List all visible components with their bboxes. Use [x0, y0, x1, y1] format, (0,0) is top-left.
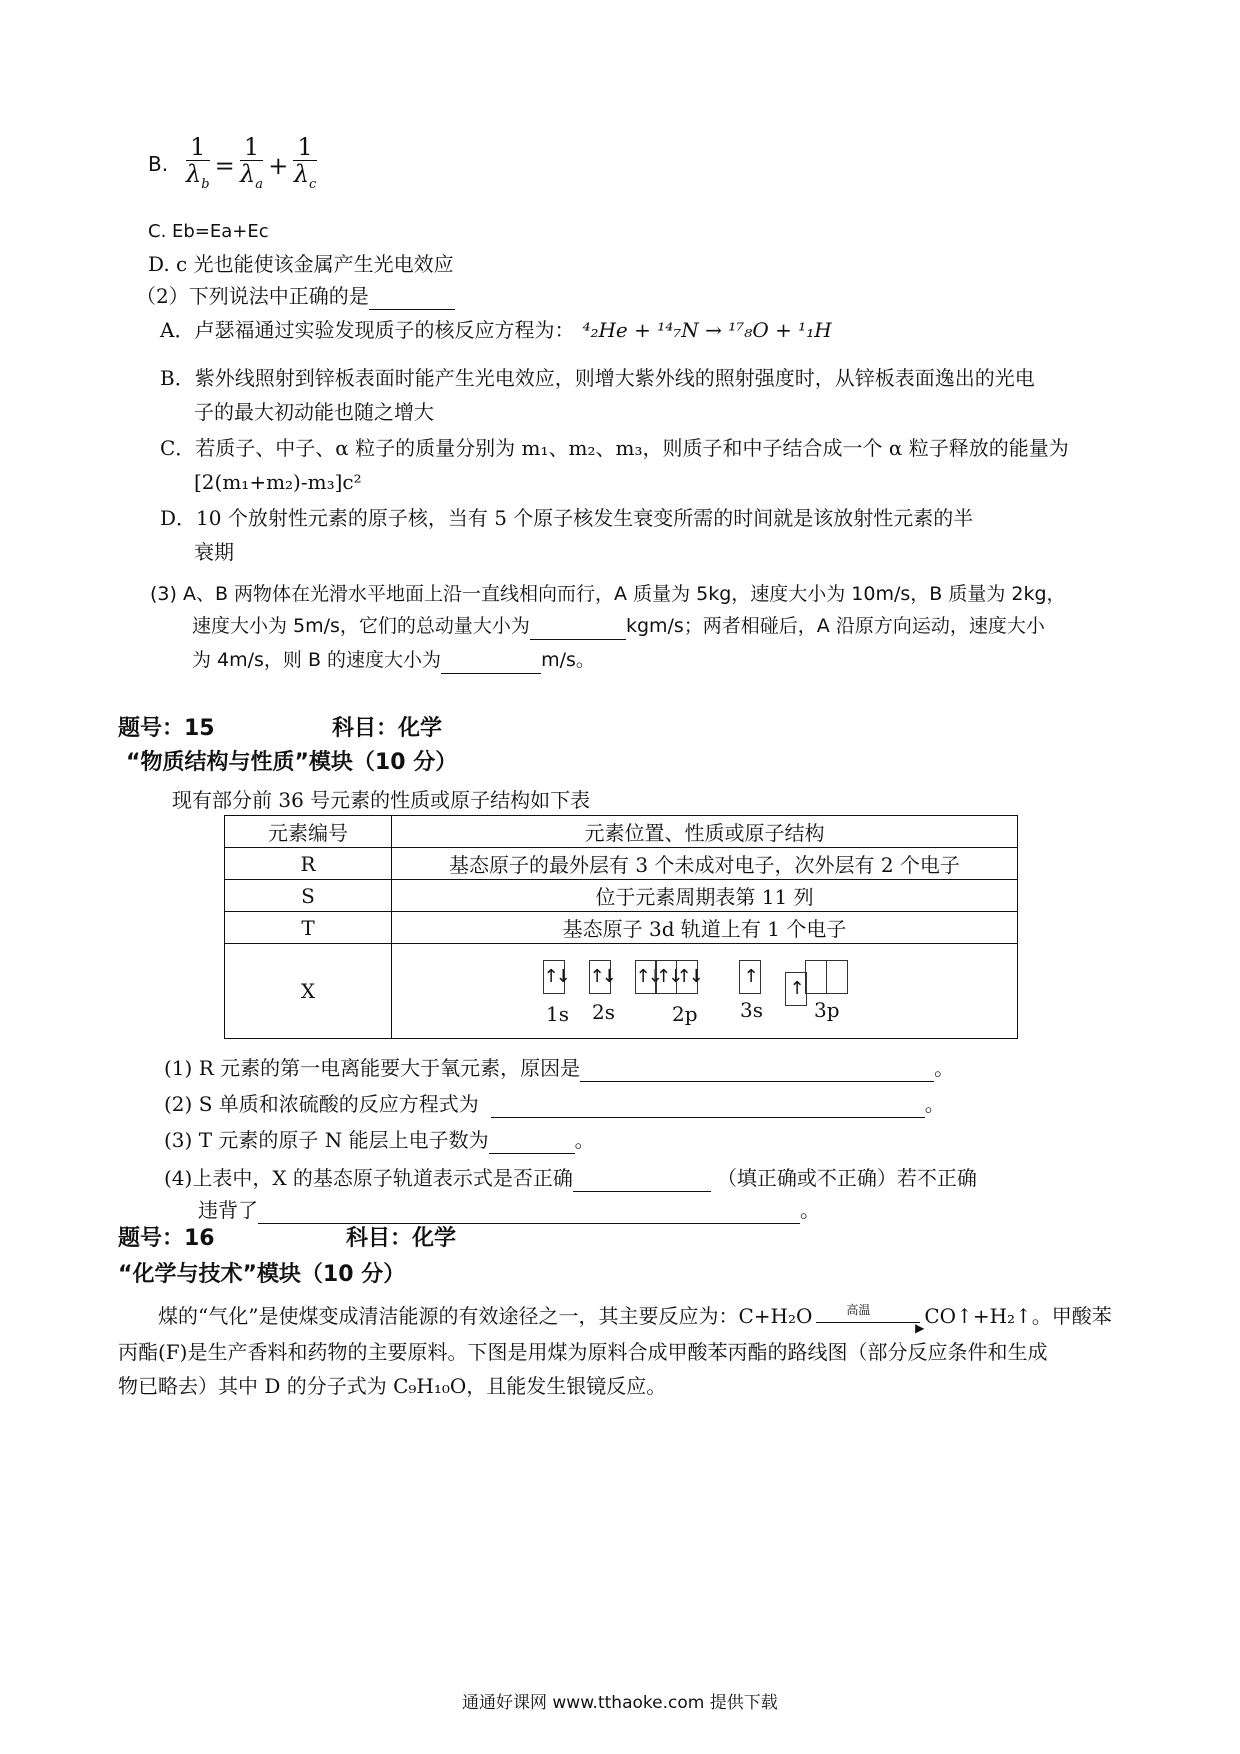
orbital-label-3s: 3s: [740, 998, 763, 1022]
orbital-label-2s: 2s: [592, 1000, 615, 1024]
sec15-q3: (3) T 元素的原子 N 能层上电子数为 。: [164, 1128, 595, 1152]
option-b-label: B.: [148, 152, 169, 176]
q2-option-b-line2: 子的最大初动能也随之增大: [194, 400, 434, 424]
element-id: X: [225, 944, 392, 1039]
element-desc: 基态原子的最外层有 3 个未成对电子，次外层有 2 个电子: [392, 848, 1018, 880]
table-row: [225, 912, 1018, 944]
orbital-box: ↑↓: [676, 960, 698, 994]
answer-blank[interactable]: [580, 1059, 934, 1082]
subject-16: 科目：化学: [346, 1226, 457, 1251]
reaction-arrow: 高温 ▶: [816, 1308, 920, 1323]
question-number-15: 题号：15: [118, 716, 215, 741]
table-header-desc: 元素位置、性质或原子结构: [392, 816, 1018, 848]
element-id: R: [225, 848, 392, 880]
q2-option-c-line1: C．若质子、中子、α 粒子的质量分别为 m₁、m₂、m₃，则质子和中子结合成一个 α 粒子释放的能量为: [160, 436, 1069, 460]
sec16-para-line3: 物已略去）其中 D 的分子式为 C₉H₁₀O，且能发生银镜反应。: [118, 1374, 667, 1398]
q3-line1: (3) A、B 两物体在光滑水平地面上沿一直线相向而行，A 质量为 5kg，速度大小为 10m/s，B 质量为 2kg，: [150, 583, 1066, 605]
subject-15: 科目：化学: [332, 716, 443, 741]
orbital-box: ↑: [739, 960, 761, 994]
q2-prompt: （2）下列说法中正确的是: [136, 282, 455, 310]
q2-option-d-line2: 衰期: [194, 540, 234, 564]
sec16-para-line2: 丙酯(F)是生产香料和药物的主要原料。下图是用煤为原料合成甲酸苯丙酯的路线图（部分反应条件和生成: [118, 1340, 1048, 1364]
module-title-16: “化学与技术”模块（10 分）: [118, 1262, 406, 1287]
element-id: T: [225, 912, 392, 944]
q2-option-d-line1: D．10 个放射性元素的原子核，当有 5 个原子核发生衰变所需的时间就是该放射性元素的半: [160, 506, 974, 530]
orbital-box: ↑↓: [655, 960, 677, 994]
answer-blank[interactable]: [573, 1169, 711, 1192]
option-c: C. Eb=Ea+Ec: [148, 221, 269, 242]
reaction-condition: 高温: [846, 1303, 871, 1317]
answer-blank[interactable]: [258, 1201, 800, 1224]
q2-option-a: A．卢瑟福通过实验发现质子的核反应方程为： ⁴₂He + ¹⁴₇N → ¹⁷₈O + ¹₁H: [160, 318, 832, 342]
orbital-box: ↑↓: [543, 960, 565, 994]
orbital-label-2p: 2p: [672, 1002, 698, 1026]
velocity-blank[interactable]: [441, 651, 541, 674]
q2-option-c-line2: [2(m₁+m₂)-m₃]c²: [194, 470, 362, 494]
element-id: S: [225, 880, 392, 912]
q3-line2: 速度大小为 5m/s，它们的总动量大小为 kgm/s；两者相碰后，A 沿原方向运动，速度大小: [192, 612, 1045, 640]
table-row: [225, 848, 1018, 880]
sec15-q2: (2) S 单质和浓硫酸的反应方程式为 。: [164, 1092, 945, 1116]
option-d: D. c 光也能使该金属产生光电效应: [148, 252, 454, 276]
momentum-blank[interactable]: [530, 617, 626, 640]
orbital-box: ↑↓: [589, 960, 611, 994]
sec15-q4-cont: 违背了 。: [198, 1198, 820, 1222]
sec16-para-line1: 煤的“气化”是使煤变成清洁能源的有效途径之一，其主要反应为：C+H₂O 高温 ▶ CO↑+H₂↑。甲酸苯: [158, 1302, 1112, 1330]
orbital-diagram-cell: [392, 944, 1018, 1039]
table-header-id: 元素编号: [225, 816, 392, 848]
answer-blank[interactable]: [491, 1095, 925, 1118]
table-intro: 现有部分前 36 号元素的性质或原子结构如下表: [172, 788, 591, 812]
orbital-box: ↑: [785, 972, 807, 1006]
option-b: [148, 150, 168, 178]
table-row: [225, 880, 1018, 912]
orbital-label-3p: 3p: [814, 998, 840, 1022]
answer-blank[interactable]: [369, 287, 455, 310]
element-table: [224, 815, 1018, 1039]
wavelength-equation: $\frac{1}{\lambda_b}$ = $\frac{1}{\lambda_a}$ + $\frac{1}{\lambda_c}$: [186, 133, 317, 192]
nuclear-equation: ⁴₂He + ¹⁴₇N → ¹⁷₈O + ¹₁H: [582, 318, 832, 342]
sec15-q4: (4)上表中，X 的基态原子轨道表示式是否正确 （填正确或不正确）若不正确: [164, 1166, 977, 1190]
element-desc: 位于元素周期表第 11 列: [392, 880, 1018, 912]
orbital-diagram: [544, 960, 944, 1030]
sec15-q1: (1) R 元素的第一电离能要大于氧元素，原因是 。: [164, 1056, 955, 1080]
module-title-15: “物质结构与性质”模块（10 分）: [126, 750, 458, 775]
orbital-label-1s: 1s: [546, 1002, 569, 1026]
question-number-16: 题号：16: [118, 1226, 215, 1251]
orbital-box: [805, 960, 827, 994]
q2-option-b-line1: B．紫外线照射到锌板表面时能产生光电效应，则增大紫外线的照射强度时，从锌板表面逸出的光电: [160, 366, 1035, 390]
page-footer: 通通好课网 www.tthaoke.com 提供下载: [462, 1693, 778, 1713]
orbital-box: [826, 960, 848, 994]
table-row: [225, 944, 1018, 1039]
answer-blank[interactable]: [489, 1131, 575, 1154]
q3-line3: 为 4m/s，则 B 的速度大小为 m/s。: [192, 646, 595, 674]
element-desc: 基态原子 3d 轨道上有 1 个电子: [392, 912, 1018, 944]
orbital-box: ↑↓: [635, 960, 657, 994]
